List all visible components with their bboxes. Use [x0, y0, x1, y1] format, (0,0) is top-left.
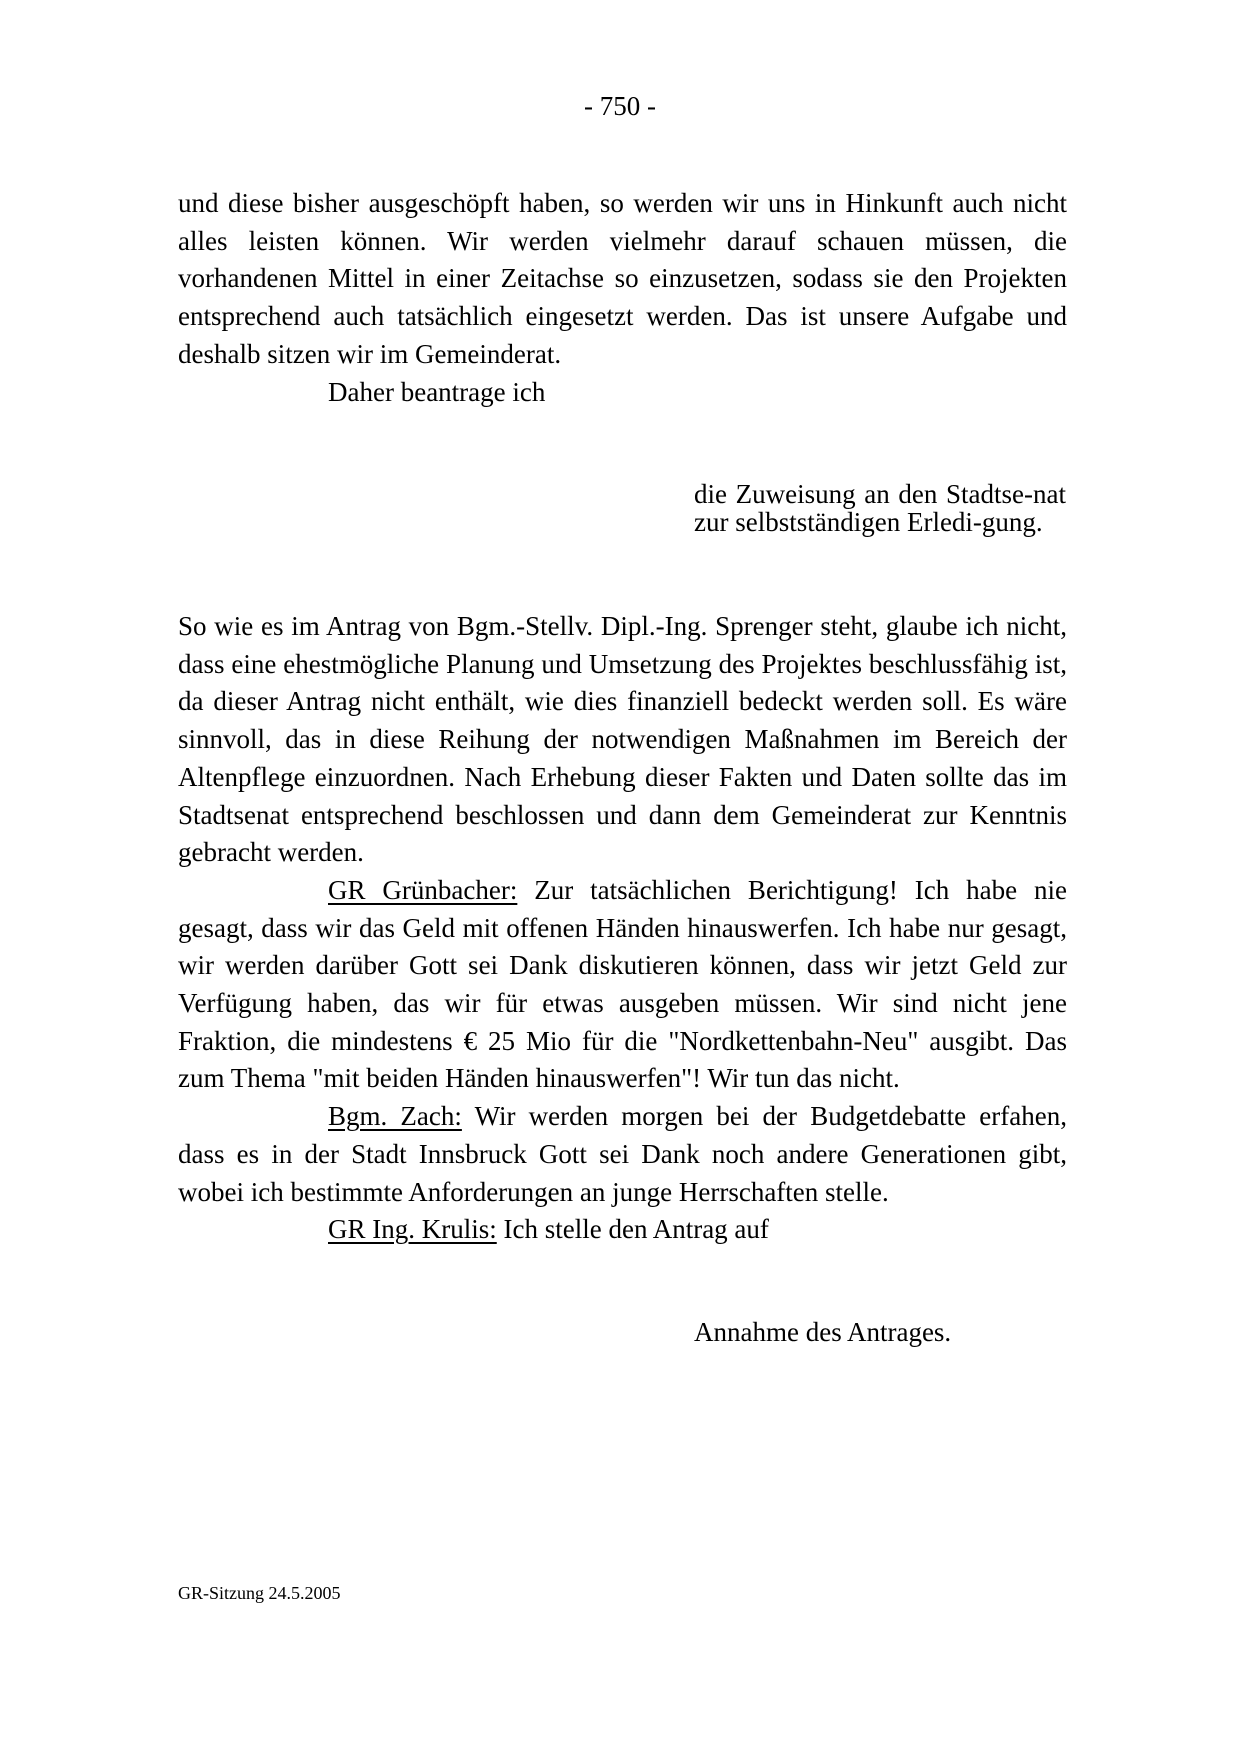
footer-session-date: GR-Sitzung 24.5.2005 [178, 1583, 341, 1603]
motion-adoption: Annahme des Antrages. [694, 1317, 952, 1347]
paragraph-continuation [178, 185, 1067, 411]
speech-krulis [178, 1211, 1067, 1249]
speaker-name: GR Grünbacher: [328, 874, 518, 905]
paragraph-main [178, 608, 1067, 1249]
speech-text: Zur tatsächlichen Berichtigung! Ich habe nie gesagt, dass wir das Geld mit offenen Händen hinauswerfen. Ich habe nur gesagt, wir werden darüber Gott sei Dank diskutieren können, dass wir jetzt Geld zur Verfügung haben, das wir für etwas ausgeben müssen. Wir sind nicht jene Fraktion, die mindestens € 25 Mio für die "Nordkettenbahn-Neu" ausgibt. Das zum Thema "mit beiden Händen hinauswerfen"! Wir tun das nicht. [178, 874, 1067, 1094]
speech-gruenbacher [178, 872, 1067, 1098]
paragraph-text: und diese bisher ausgeschöpft haben, so werden wir uns in Hinkunft auch nicht alles leisten können. Wir werden vielmehr darauf schauen müssen, die vorhandenen Mittel in einer Zeitachse so einzusetzen, sodass sie den Projekten entsprechend auch tatsächlich eingesetzt werden. Das ist unsere Aufgabe und deshalb sitzen wir im Gemeinderat. [178, 188, 1067, 369]
speech-zach [178, 1098, 1067, 1211]
speaker-name: GR Ing. Krulis: [328, 1214, 497, 1245]
speech-text: Ich stelle den Antrag auf [496, 1214, 769, 1245]
speech-text: Wir werden morgen bei der Budgetdebatte erfahen, dass es in der Stadt Innsbruck Gott sei Dank noch andere Generationen gibt, wobei ich bestimmte Anforderungen an junge Herrschaften stelle. [178, 1101, 1067, 1207]
paragraph-text: So wie es im Antrag von Bgm.-Stellv. Dipl.-Ing. Sprenger steht, glaube ich nicht, dass eine ehestmögliche Planung und Umsetzung des Projektes beschlussfähig ist, da dieser Antrag nicht enthält, wie dies finanziell bedeckt werden soll. Es wäre sinnvoll, das in diese Reihung der notwendigen Maßnahmen im Bereich der Altenpflege einzuordnen. Nach Erhebung dieser Fakten und Daten sollte das im Stadtsenat entsprechend beschlossen und dann dem Gemeinderat zur Kenntnis gebracht werden. [178, 611, 1067, 868]
motion-allocation: die Zuweisung an den Stadtse-nat zur selbstständigen Erledi-gung. [694, 479, 1066, 537]
page-number: - 750 - [584, 91, 656, 121]
motion-intro: Daher beantrage ich [328, 376, 546, 407]
speaker-name: Bgm. Zach: [328, 1101, 462, 1132]
